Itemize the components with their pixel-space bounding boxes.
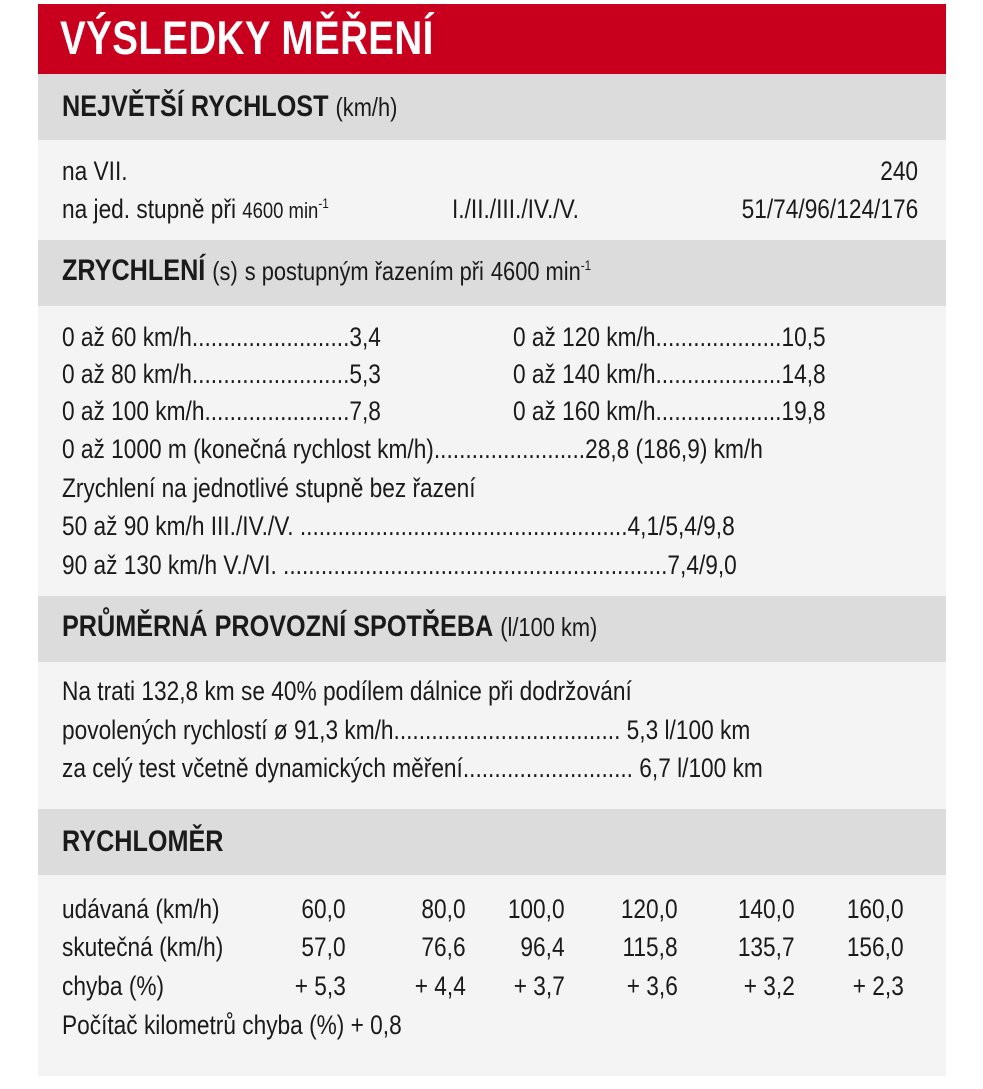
accel-row [62, 359, 918, 395]
speedometer-cell: + 5,3 [294, 971, 346, 1001]
speedometer-cell: 156,0 [847, 932, 904, 962]
accel-row [62, 396, 918, 432]
accel-right: 0 až 160 km/h....................19,8 [513, 396, 826, 426]
speedometer-cell: 115,8 [622, 932, 678, 962]
speedometer-cell: 140,0 [738, 894, 795, 924]
speedometer-cell: 57,0 [301, 932, 346, 962]
accel-left: 0 až 80 km/h.........................5,3 [62, 359, 381, 389]
section-header-acceleration [38, 240, 946, 306]
speed-gears-rpm: 4600 min [242, 198, 319, 223]
accel-left: 0 až 100 km/h.......................7,8 [62, 396, 381, 426]
consumption-line [62, 676, 918, 712]
accel-row [62, 322, 918, 358]
consumption-text: Na trati 132,8 km se 40% podílem dálnice při dodržování [62, 676, 632, 706]
consumption-text: povolených rychlostí ø 91,3 km/h.................................... 5,3 l/100 km [62, 715, 751, 745]
speedometer-cell: + 3,7 [513, 971, 565, 1001]
section-title-speed: NEJVĚTŠÍ RYCHLOST [62, 90, 329, 123]
speed-row-top [62, 156, 918, 192]
accel-note-text: Zrychlení na jednotlivé stupně bez řazení [62, 473, 476, 503]
speedometer-cell: + 3,6 [626, 971, 678, 1001]
page-title: VÝSLEDKY MĚŘENÍ [60, 11, 434, 64]
section-title-speedometer: RYCHLOMĚR [62, 825, 224, 858]
speedometer-cell: + 3,2 [743, 971, 795, 1001]
accel-1000m-text: 0 až 1000 m (konečná rychlost km/h)........................28,8 (186,9) km/h [62, 434, 763, 464]
speed-gears-list: I./II./III./IV./V. [452, 194, 579, 224]
speedometer-cell: 96,4 [520, 932, 565, 962]
section-title-acceleration: ZRYCHLENÍ [62, 254, 206, 287]
speed-row-value: 240 [880, 156, 918, 186]
section-unit-speed: (km/h) [335, 92, 398, 122]
speedometer-row-label: udávaná (km/h) [62, 894, 220, 924]
speedometer-cell: + 2,3 [852, 971, 904, 1001]
speed-row-gears [62, 194, 918, 230]
speed-gears-sup: -1 [318, 195, 329, 211]
consumption-text: za celý test včetně dynamických měření........................... 6,7 l/100 km [62, 753, 763, 783]
accel-right: 0 až 140 km/h....................14,8 [513, 359, 826, 389]
speedometer-cell: 160,0 [847, 894, 904, 924]
speedometer-row-label: chyba (%) [62, 971, 165, 1001]
acceleration-sup: -1 [580, 257, 592, 273]
accel-line-gears-a [62, 511, 918, 547]
accel-line-note [62, 473, 918, 509]
odometer-row [62, 1010, 918, 1046]
section-header-consumption [38, 596, 946, 662]
section-header-speedometer [38, 809, 946, 875]
speed-gears-values: 51/74/96/124/176 [741, 194, 918, 224]
accel-gears-b-text: 90 až 130 km/h V./VI. .............................................................7,4/9,0 [62, 550, 737, 580]
speedometer-cell: + 4,4 [414, 971, 466, 1001]
speedometer-row [62, 932, 918, 968]
speed-gears-label: na jed. stupně při 4600 $\min^{-1}$ [62, 194, 329, 224]
odometer-text: Počítač kilometrů chyba (%) + 0,8 [62, 1010, 402, 1040]
acceleration-heading-rest: s postupným řazením při [244, 256, 484, 286]
accel-left: 0 až 60 km/h.........................3,4 [62, 322, 381, 352]
title-bar [38, 4, 946, 74]
speed-row-label: na VII. [62, 156, 128, 186]
speedometer-row [62, 894, 918, 930]
section-header-speed [38, 74, 946, 140]
speedometer-row-label: skutečná (km/h) [62, 932, 224, 962]
speedometer-row [62, 971, 918, 1007]
speedometer-cell: 60,0 [301, 894, 346, 924]
section-title-consumption: PRŮMĚRNÁ PROVOZNÍ SPOTŘEBA [62, 610, 494, 643]
accel-line-gears-b [62, 550, 918, 586]
consumption-unit: (l/100 km) [500, 612, 598, 642]
accel-right: 0 až 120 km/h....................10,5 [513, 322, 826, 352]
speedometer-cell: 135,7 [738, 932, 795, 962]
acceleration-unit: (s) [212, 256, 238, 286]
speedometer-cell: 80,0 [421, 894, 466, 924]
speedometer-cell: 120,0 [621, 894, 678, 924]
speedometer-cell: 76,6 [421, 932, 466, 962]
acceleration-rpm: 4600 min [490, 256, 581, 286]
accel-line-1000m [62, 434, 918, 470]
speedometer-cell: 100,0 [508, 894, 565, 924]
accel-gears-a-text: 50 až 90 km/h III./IV./V. ....................................................4,1/5,4/9,8 [62, 511, 735, 541]
consumption-line [62, 753, 918, 789]
consumption-line [62, 715, 918, 751]
